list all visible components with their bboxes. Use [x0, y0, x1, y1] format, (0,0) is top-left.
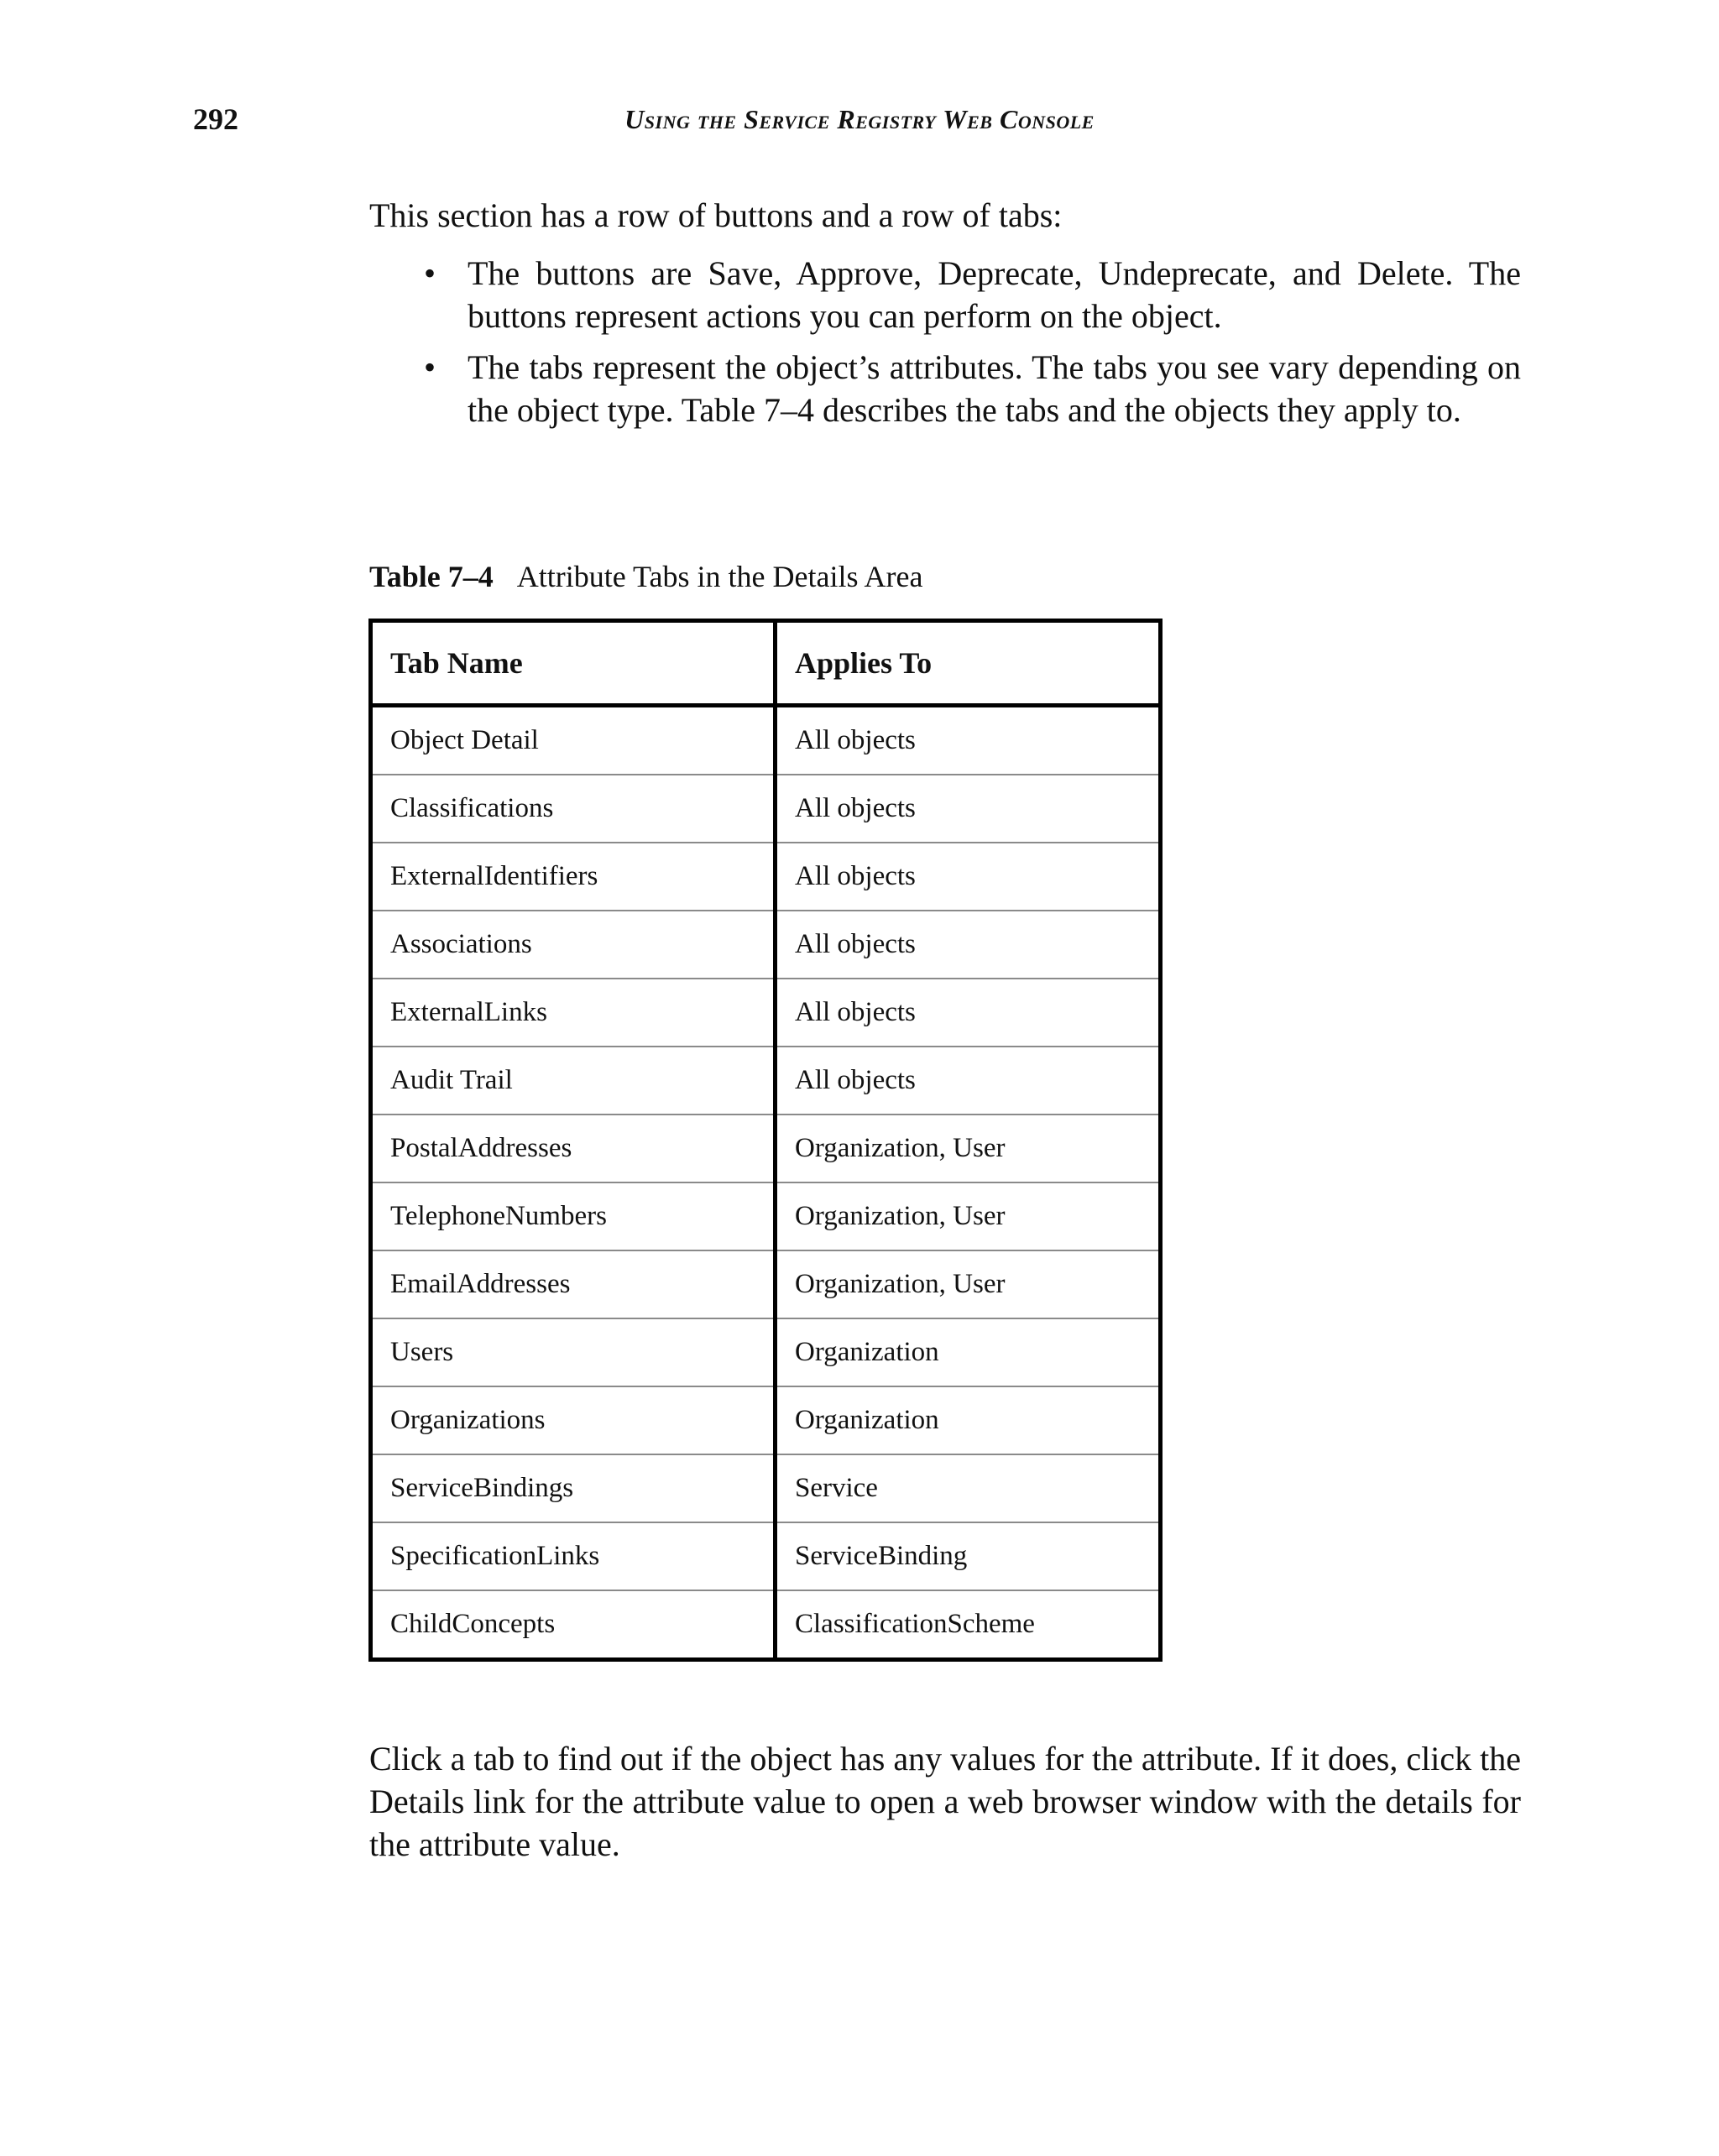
table-row	[371, 1386, 1161, 1454]
cell-tab-name: Audit Trail	[371, 1047, 776, 1115]
table-row	[371, 1454, 1161, 1522]
table-row	[371, 1590, 1161, 1660]
table-caption-title: Attribute Tabs in the Details Area	[516, 560, 923, 593]
cell-tab-name: ServiceBindings	[371, 1454, 776, 1522]
table-caption	[369, 556, 1521, 598]
table-header-row	[371, 621, 1161, 706]
table-row	[371, 1182, 1161, 1250]
bullet-text: The tabs represent the object’s attributes. The tabs you see vary depending on the object type. Table 7–4 describes the tabs and the objects they apply to.	[468, 348, 1521, 429]
table-row	[371, 1522, 1161, 1590]
table-row	[371, 706, 1161, 775]
cell-applies-to: Organization, User	[776, 1182, 1161, 1250]
cell-applies-to: All objects	[776, 775, 1161, 843]
cell-tab-name: PostalAddresses	[371, 1115, 776, 1182]
cell-applies-to: Service	[776, 1454, 1161, 1522]
cell-applies-to: Organization	[776, 1318, 1161, 1386]
cell-tab-name: EmailAddresses	[371, 1250, 776, 1318]
cell-applies-to: ServiceBinding	[776, 1522, 1161, 1590]
cell-applies-to: Organization, User	[776, 1115, 1161, 1182]
table-caption-number: Table 7–4	[369, 560, 494, 593]
table-row	[371, 979, 1161, 1047]
table-row	[371, 775, 1161, 843]
bullet-item	[424, 346, 1521, 431]
cell-tab-name: ExternalLinks	[371, 979, 776, 1047]
cell-applies-to: All objects	[776, 706, 1161, 775]
cell-tab-name: Associations	[371, 911, 776, 979]
cell-tab-name: SpecificationLinks	[371, 1522, 776, 1590]
cell-tab-name: TelephoneNumbers	[371, 1182, 776, 1250]
bullet-text: The buttons are Save, Approve, Deprecate, Undeprecate, and Delete. The buttons represent actions you can perform on the object.	[468, 254, 1521, 335]
cell-tab-name: Classifications	[371, 775, 776, 843]
cell-applies-to: ClassificationScheme	[795, 1609, 1035, 1639]
intro-paragraph: This section has a row of buttons and a row of tabs:	[369, 196, 1063, 234]
header-tab-name: Tab Name	[371, 621, 776, 706]
bullet-icon: •	[424, 348, 436, 386]
cell-applies-to: Organization, User	[776, 1250, 1161, 1318]
bullet-item	[424, 252, 1521, 337]
cell-tab-name: Organizations	[371, 1386, 776, 1454]
table-row	[371, 1318, 1161, 1386]
cell-applies-to: Organization	[776, 1386, 1161, 1454]
header-applies-to: Applies To	[776, 621, 1161, 706]
cell-tab-name: Users	[371, 1318, 776, 1386]
bullet-list	[424, 252, 1521, 440]
cell-tab-name: ExternalIdentifiers	[371, 843, 776, 911]
table-row	[371, 1250, 1161, 1318]
cell-applies-to: All objects	[776, 979, 1161, 1047]
bullet-icon: •	[424, 254, 436, 292]
attribute-tabs-table	[368, 619, 1163, 1662]
table-row	[371, 843, 1161, 911]
cell-tab-name: Object Detail	[371, 706, 776, 775]
running-head: Using the Service Registry Web Console	[624, 104, 1095, 134]
cell-applies-to: All objects	[776, 911, 1161, 979]
outro-paragraph: Click a tab to find out if the object has any values for the attribute. If it does, click the Details link for the attribute value to open a web browser window with the details for the attribute value.	[369, 1740, 1521, 1863]
page-number: 292	[193, 102, 238, 136]
table-row	[371, 1047, 1161, 1115]
table-row	[371, 911, 1161, 979]
cell-tab-name: ChildConcepts	[371, 1590, 776, 1660]
cell-applies-to: All objects	[776, 843, 1161, 911]
table-row	[371, 1115, 1161, 1182]
cell-applies-to: All objects	[776, 1047, 1161, 1115]
